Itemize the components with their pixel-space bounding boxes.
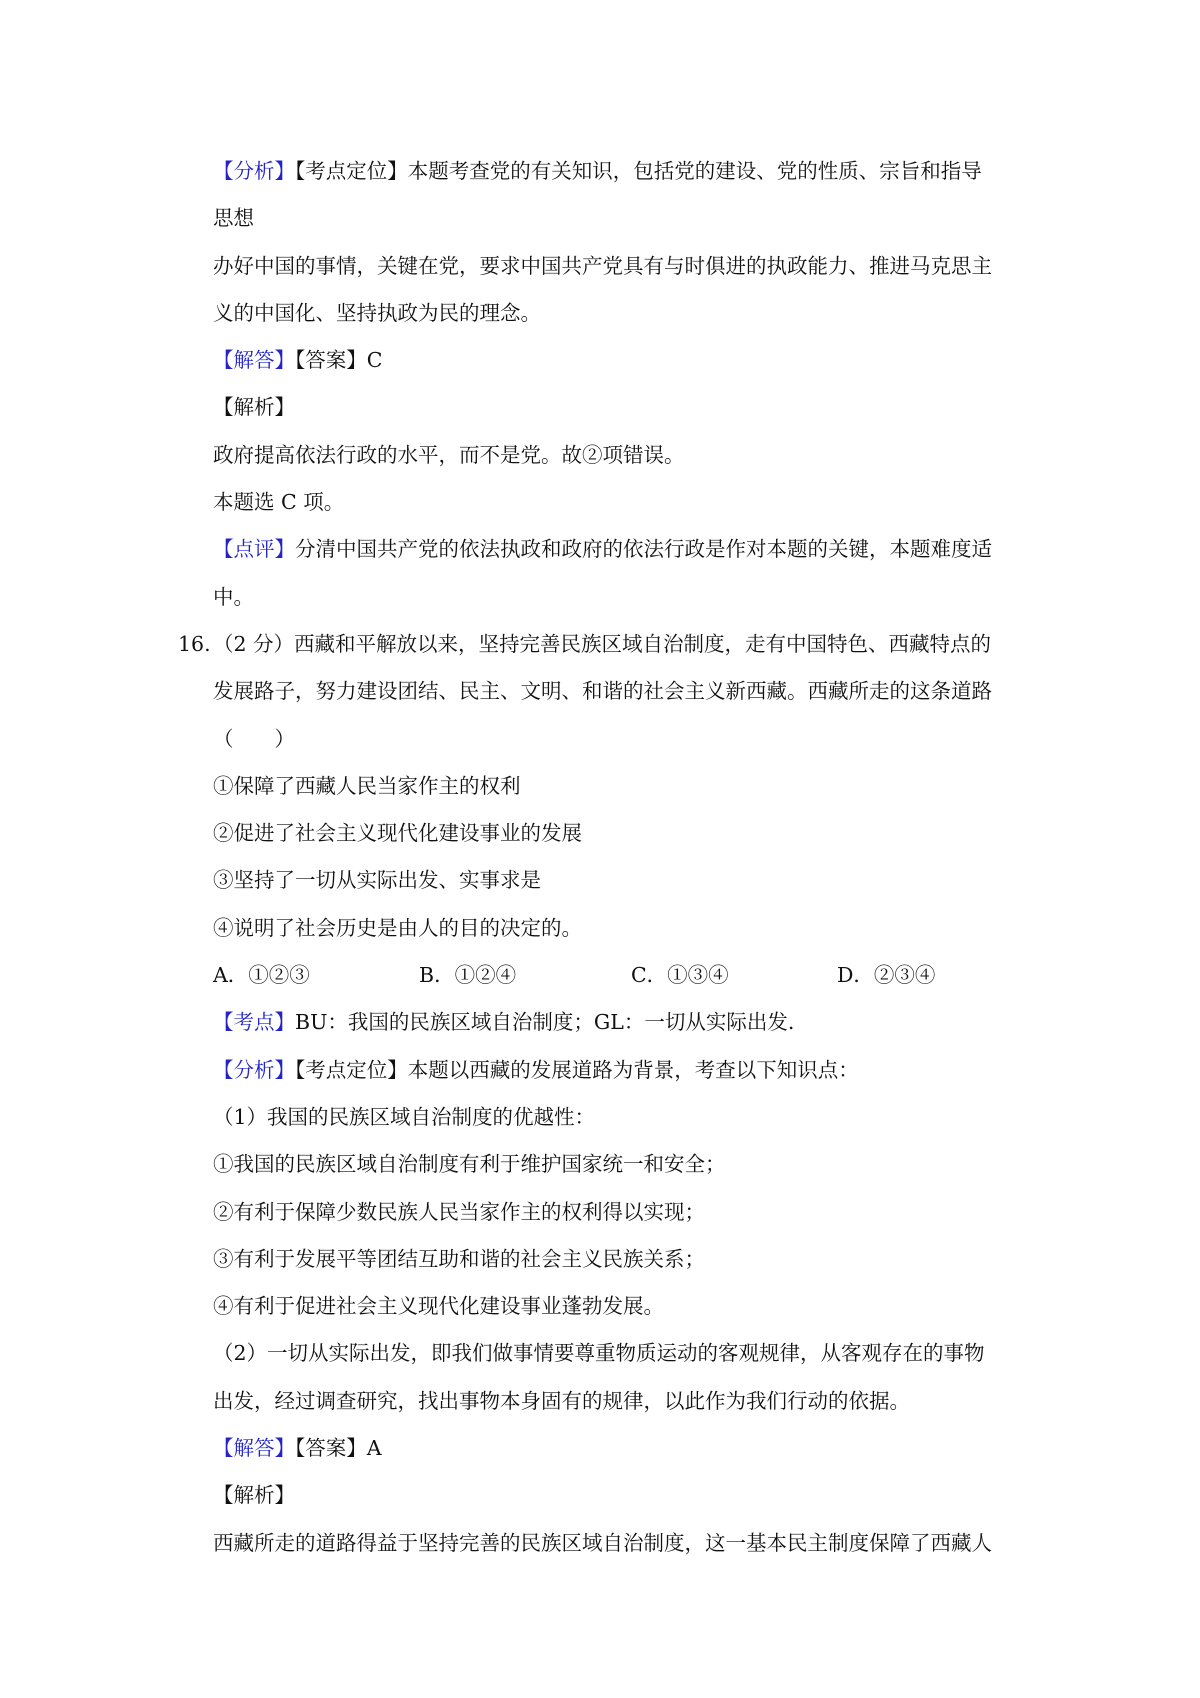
answer-line (213, 1425, 1033, 1472)
explain-line-1: 西藏所走的道路得益于坚持完善的民族区域自治制度，这一基本民主制度保障了西藏人 (213, 1530, 992, 1555)
analysis-point: 出发，经过调查研究，找出事物本身固有的规律，以此作为我们行动的依据。 (213, 1388, 910, 1413)
option-a: A．①②③ (213, 963, 310, 988)
option-d: D．②③④ (837, 963, 936, 988)
analysis-line (213, 1047, 1033, 1094)
question-16-stem (178, 621, 1033, 668)
analysis-line-2: 思想 (213, 206, 254, 231)
statement-3: ③坚持了一切从实际出发、实事求是 (213, 868, 541, 893)
option-b: B．①②④ (419, 963, 517, 988)
question-stem-text: （2 分）西藏和平解放以来，坚持完善民族区域自治制度，走有中国特色、西藏特点的 (213, 631, 992, 656)
analysis-point: （2）一切从实际出发，即我们做事情要尊重物质运动的客观规律，从客观存在的事物 (213, 1341, 985, 1366)
analysis-point: ③有利于发展平等团结互助和谐的社会主义民族关系； (213, 1246, 705, 1271)
kaodian-line (213, 999, 1033, 1046)
analysis-point: ②有利于保障少数民族人民当家作主的权利得以实现； (213, 1199, 705, 1224)
comment-tag: 【点评】 (213, 537, 295, 562)
analysis-tag: 【分析】 (213, 1057, 295, 1082)
analysis-point: （1）我国的民族区域自治制度的优越性： (213, 1104, 596, 1129)
answer-line (213, 337, 1033, 384)
question-number: 16. (178, 631, 211, 656)
answer-blank: （ ） (213, 726, 295, 751)
comment-line (213, 526, 1033, 573)
analysis-point: ①我国的民族区域自治制度有利于维护国家统一和安全； (213, 1152, 726, 1177)
answer-text: 【答案】C (295, 348, 383, 373)
explain-title: 【解析】 (213, 1483, 295, 1508)
explain-line-1: 政府提高依法行政的水平，而不是党。故②项错误。 (213, 442, 685, 467)
analysis-line-4: 义的中国化、坚持执政为民的理念。 (213, 300, 541, 325)
document-body (178, 148, 1033, 1567)
choice-options (213, 952, 1033, 999)
answer-text: 【答案】A (295, 1436, 382, 1461)
question-stem-line-2: 发展路子，努力建设团结、民主、文明、和谐的社会主义新西藏。西藏所走的这条道路 (213, 679, 992, 704)
kaodian-text: BU：我国的民族区域自治制度；GL：一切从实际出发. (295, 1010, 795, 1035)
kaodian-tag: 【考点】 (213, 1010, 295, 1035)
option-c: C．①③④ (631, 963, 729, 988)
answer-tag: 【解答】 (213, 348, 295, 373)
analysis-text: 【考点定位】本题考查党的有关知识，包括党的建设、党的性质、宗旨和指导 (295, 159, 982, 183)
explain-title: 【解析】 (213, 395, 295, 420)
comment-line-2: 中。 (213, 584, 254, 609)
analysis-line (213, 148, 1033, 195)
answer-tag: 【解答】 (213, 1436, 295, 1461)
statement-1: ①保障了西藏人民当家作主的权利 (213, 773, 521, 798)
analysis-point: ④有利于促进社会主义现代化建设事业蓬勃发展。 (213, 1294, 664, 1319)
analysis-tag: 【分析】 (213, 159, 295, 183)
comment-text: 分清中国共产党的依法执政和政府的依法行政是作对本题的关键，本题难度适 (295, 537, 992, 562)
analysis-text: 【考点定位】本题以西藏的发展道路为背景，考查以下知识点： (295, 1057, 859, 1082)
statement-2: ②促进了社会主义现代化建设事业的发展 (213, 821, 582, 846)
statement-4: ④说明了社会历史是由人的目的决定的。 (213, 915, 582, 940)
explain-line-2: 本题选 C 项。 (213, 490, 345, 515)
analysis-line-3: 办好中国的事情，关键在党，要求中国共产党具有与时俱进的执政能力、推进马克思主 (213, 253, 992, 278)
